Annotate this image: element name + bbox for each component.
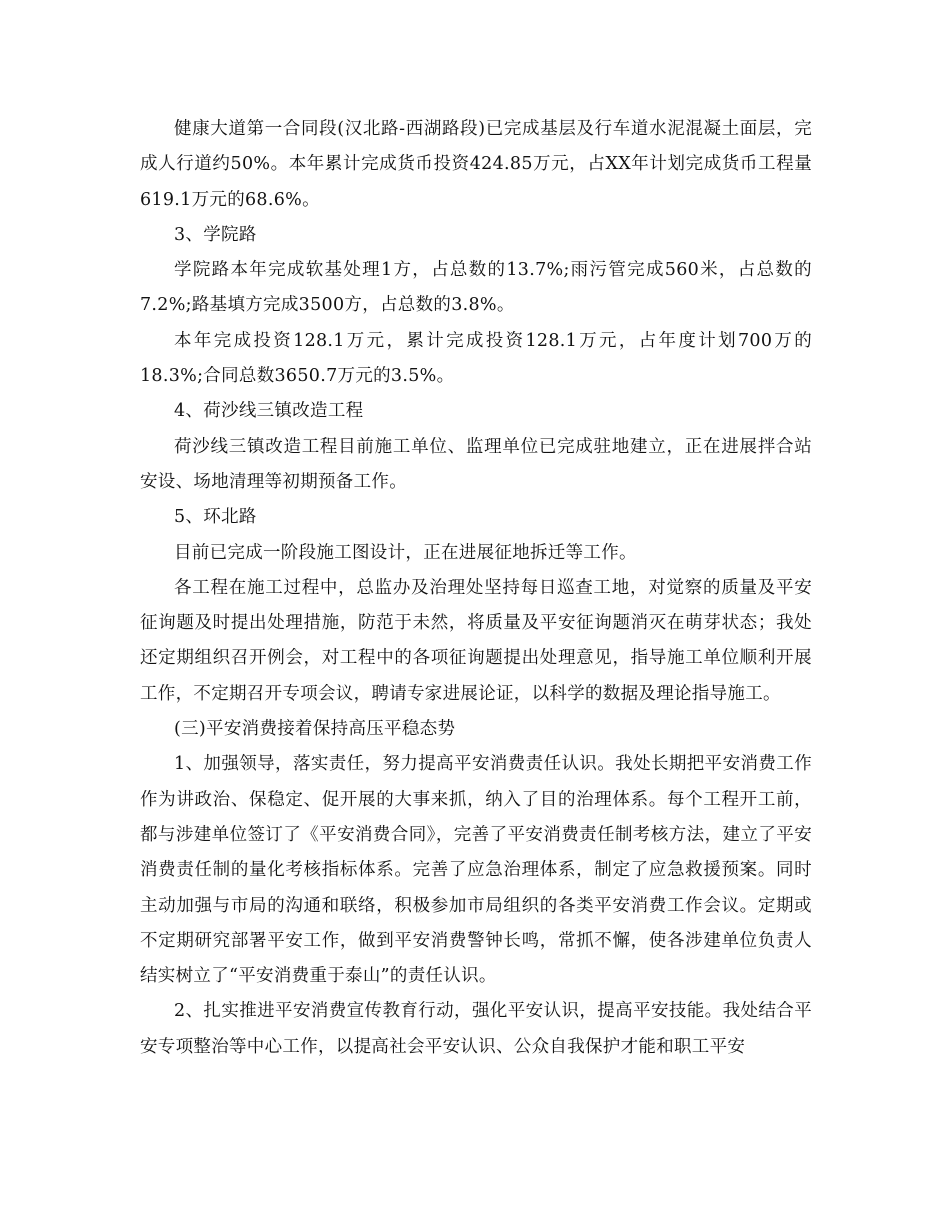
section-heading-huanbei-road: 5、环北路 bbox=[174, 507, 257, 528]
paragraph-supervision: 各工程在施工过程中，总监办及治理处坚持每日巡查工地，对觉察的质量及平安征询题及时提出处理措施，防范于未然，将质量及平安征询题消灭在萌芽状态；我处还定期组织召开例会，对工程中的各项征询题提出处理意见，指导施工单位顺利开展工作，不定期召开专项会议，聘请专家进展论证，以科学的数据及理论指导施工。 bbox=[140, 577, 812, 704]
section-heading-safety: (三)平安消费接着保持高压平稳态势 bbox=[174, 719, 456, 740]
section-heading-xueyuan-road: 3、学院路 bbox=[174, 224, 257, 245]
paragraph-huanbei-progress: 目前已完成一阶段施工图设计，正在进展征地拆迁等工作。 bbox=[174, 542, 637, 563]
paragraph-xueyuan-progress: 学院路本年完成软基处理1方，占总数的13.7%;雨污管完成560米，占总数的7.2%;路基填方完成3500方，占总数的3.8%。 bbox=[140, 260, 812, 316]
paragraph-safety-education: 2、扎实推进平安消费宣传教育行动，强化平安认识，提高平安技能。我处结合平安专项整治等中心工作，以提高社会平安认识、公众自我保护才能和职工平安 bbox=[140, 1001, 812, 1057]
document-body bbox=[140, 112, 812, 1065]
paragraph-safety-leadership: 1、加强领导，落实责任，努力提高平安消费责任认识。我处长期把平安消费工作作为讲政治、保稳定、促开展的大事来抓，纳入了目的治理体系。每个工程开工前，都与涉建单位签订了《平安消费合同》，完善了平安消费责任制考核方法，建立了平安消费责任制的量化考核指标体系。完善了应急治理体系，制定了应急救援预案。同时主动加强与市局的沟通和联络，积极参加市局组织的各类平安消费工作会议。定期或不定期研究部署平安工作，做到平安消费警钟长鸣，常抓不懈，使各涉建单位负责人结实树立了“平安消费重于泰山”的责任认识。 bbox=[140, 754, 812, 987]
paragraph-xueyuan-investment: 本年完成投资128.1万元，累计完成投资128.1万元，占年度计划700万的18.3%;合同总数3650.7万元的3.5%。 bbox=[140, 330, 812, 387]
paragraph-hesha-progress: 荷沙线三镇改造工程目前施工单位、监理单位已完成驻地建立，正在进展拌合站安设、场地清理等初期预备工作。 bbox=[140, 436, 812, 492]
section-heading-hesha-line: 4、荷沙线三镇改造工程 bbox=[174, 401, 364, 422]
paragraph-health-avenue: 健康大道第一合同段(汉北路-西湖路段)已完成基层及行车道水泥混凝土面层，完成人行道约50%。本年累计完成货币投资424.85万元，占XX年计划完成货币工程量619.1万元的68.6%。 bbox=[140, 119, 812, 210]
